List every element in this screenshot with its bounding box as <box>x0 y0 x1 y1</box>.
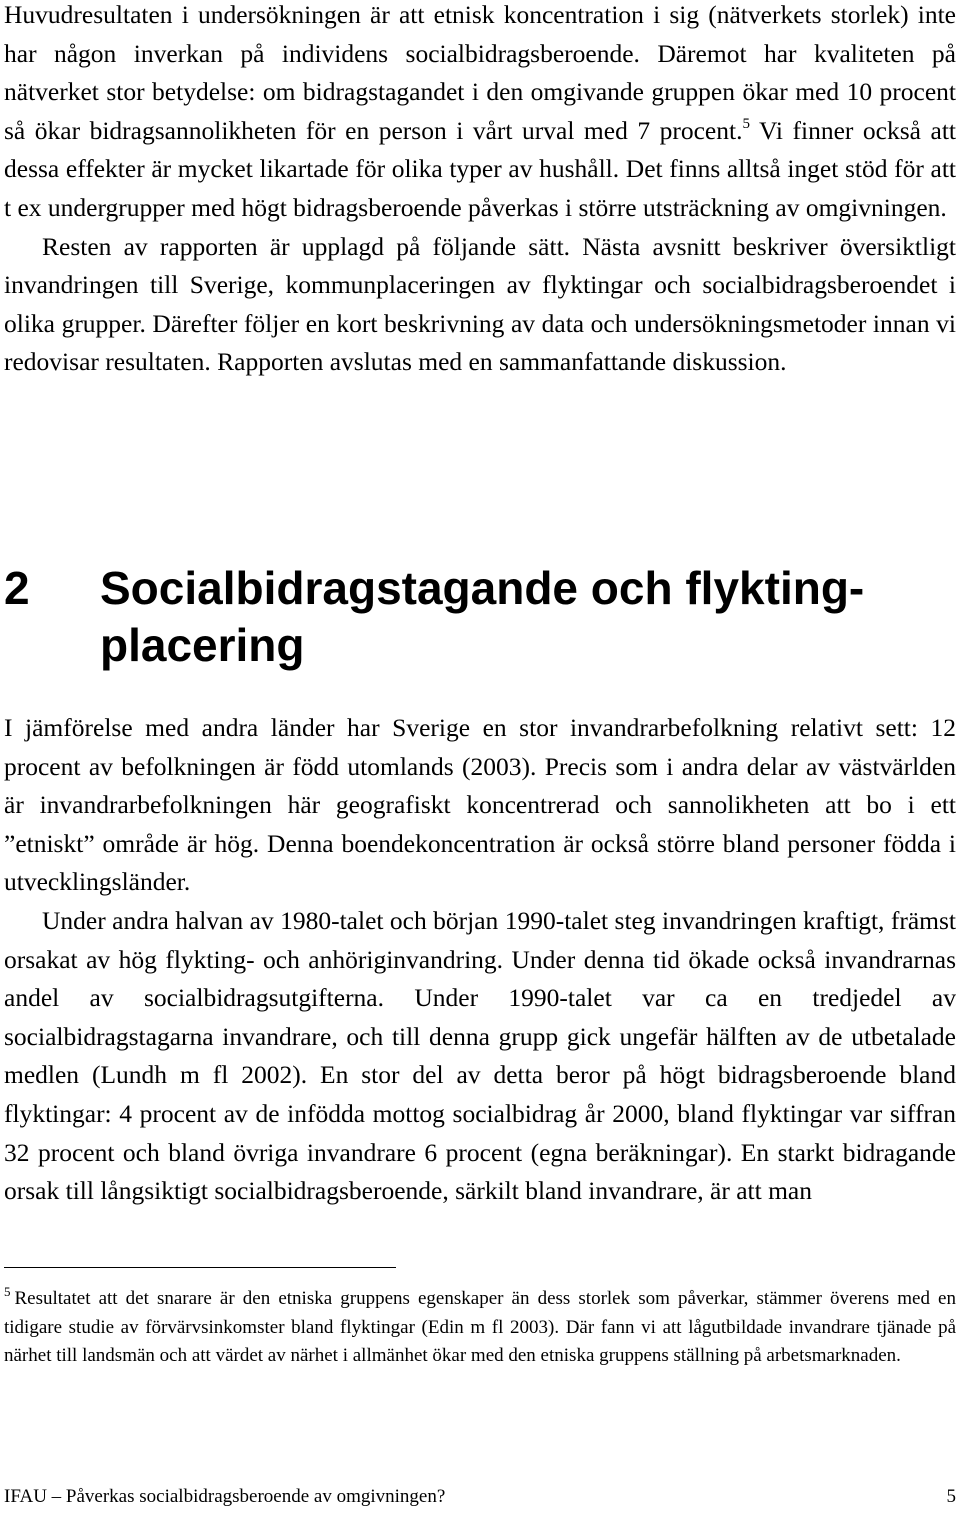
section-paragraph-2: Under andra halvan av 1980-talet och början 1990-talet steg invandringen kraftigt, främst orsakat av hög flykting- och anhöriginvandring. Under denna tid ökade också invandrarnas andel av socialbidragsutgifterna. Under 1990-talet var ca en tredjedel av socialbidragstagarna invandrare, och till denna grupp gick ungefär hälften av de utbetalade medlen (Lundh m fl 2002). En stor del av detta beror på högt bidragsberoende bland flyktingar: 4 procent av de infödda mottog socialbidrag år 2000, bland flyktingar var siffran 32 procent och bland övriga invandrare 6 procent (egna beräkningar). En starkt bidragande orsak till långsiktigt socialbidragsberoende, särkilt bland invandrare, är att man <box>4 905 956 1206</box>
section-body <box>4 709 956 1211</box>
page-number: 5 <box>946 1486 956 1507</box>
section-title: Socialbidragstagande och flyktingplacering <box>100 562 865 671</box>
footnote-separator <box>4 1267 396 1268</box>
footer-title: IFAU – Påverkas socialbidragsberoende av omgivningen? <box>4 1486 446 1507</box>
intro-paragraph-1 <box>4 0 956 228</box>
section-paragraph-1: I jämförelse med andra länder har Sverige en stor invandrarbefolkning relativt sett: 12 procent av befolkningen är född utomlands (2003). Precis som i andra delar av västvärlden är invandrarbefolkningen här geografiskt koncentrerad och sannolikheten att bo i ett ”etniskt” område är hög. Denna boendekoncentration är också större bland personer födda i utvecklingsländer. <box>4 713 956 897</box>
intro-text <box>4 0 956 382</box>
footnote-text: Resultatet att det snarare är den etniska gruppens egenskaper än dess storlek som påverkar, stämmer överens med en tidigare studie av förvärvsinkomster bland flyktingar (Edin m fl 2003). Där fann vi att lågutbildade invandrare tjänade på närhet till landsmän och att värdet av närhet i allmänhet ökar med den etniska gruppens ställning på arbetsmarknaden. <box>4 1288 956 1366</box>
intro-paragraph-1-text: Huvudresultaten i undersökningen är att etnisk koncentration i sig (nätverkets storlek) inte har någon inverkan på individens socialbidragsberoende. Däremot har kvaliteten på nätverket stor betydelse: om bidragstagandet i den omgivande gruppen ökar med 10 procent så ökar bidragsannolikheten för en person i vårt urval med 7 procent. <box>4 0 956 145</box>
section-number: 2 <box>4 562 30 614</box>
section-heading <box>4 560 956 674</box>
footnote <box>4 1285 956 1371</box>
page-footer <box>4 1485 956 1509</box>
intro-paragraph-2: Resten av rapporten är upplagd på följande sätt. Nästa avsnitt beskriver översiktligt invandringen till Sverige, kommunplaceringen av flyktingar och socialbidragsberoendet i olika grupper. Därefter följer en kort beskrivning av data och undersökningsmetoder innan vi redovisar resultaten. Rapporten avslutas med en sammanfattande diskussion. <box>4 231 956 377</box>
footnote-marker: 5 <box>4 1284 11 1299</box>
footnote-reference[interactable]: 5 <box>742 115 750 132</box>
intro-paragraph-1-continuation: Vi finner också att dessa effekter är mycket likartade för olika typer av hushåll. Det finns alltså inget stöd för att t ex undergrupper med högt bidragsberoende påverkas i större utsträckning av omgivningen. <box>4 115 956 222</box>
document-page <box>4 0 956 1513</box>
